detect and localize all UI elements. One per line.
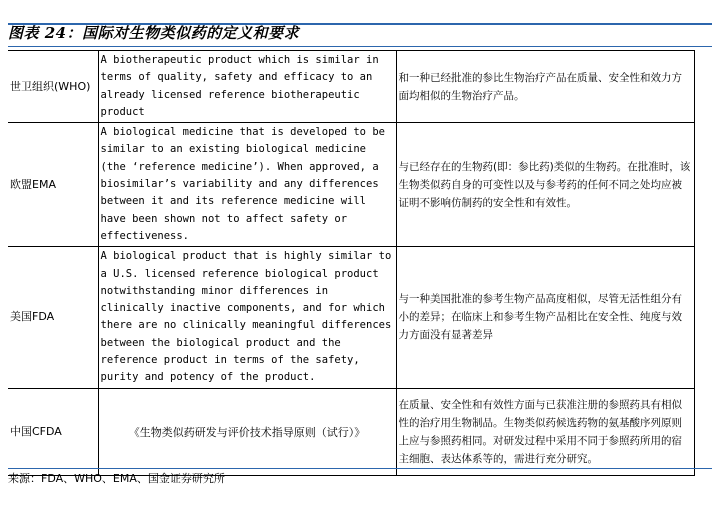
region-cell: 欧盟EMA <box>8 123 98 247</box>
english-definition-cell: A biotherapeutic product which is similar in terms of quality, safety and efficacy to an already licensed reference biotherapeutic product <box>98 51 396 123</box>
chinese-definition-cell: 与已经存在的生物药(即：参比药)类似的生物药。在批准时，该生物类似药自身的可变性以及与参考药的任何不同之处均应被证明不影响仿制药的安全性和有效性。 <box>396 123 694 247</box>
english-definition-cell: A biological medicine that is developed to be similar to an existing biological medicine (the ‘reference medicine’). When approved, a biosimilar’s variability and any differences between it and its reference medicine will have been shown not to affect safety or effectiveness. <box>98 123 396 247</box>
chinese-definition-cell: 在质量、安全性和有效性方面与已获准注册的参照药具有相似性的治疗用生物制品。生物类似药候选药物的氨基酸序列原则上应与参照药相同。对研发过程中采用不同于参照药所用的宿主细胞、表达体系等的，需进行充分研究。 <box>396 388 694 475</box>
bottom-rule <box>8 468 712 469</box>
definitions-table <box>8 50 695 476</box>
chinese-definition-cell: 和一种已经批准的参比生物治疗产品在质量、安全性和效力方面均相似的生物治疗产品。 <box>396 51 694 123</box>
region-cell: 中国CFDA <box>8 388 98 475</box>
table-row <box>8 123 694 247</box>
region-cell: 美国FDA <box>8 247 98 388</box>
guideline-title-cell: 《生物类似药研发与评价技术指导原则（试行）》 <box>98 388 396 475</box>
table-row <box>8 388 694 475</box>
chinese-definition-cell: 与一种美国批准的参考生物产品高度相似，尽管无活性组分有小的差异；在临床上和参考生物产品相比在安全性、纯度与效力方面没有显著差异 <box>396 247 694 388</box>
title-rule <box>8 46 712 47</box>
figure-title: 图表 24：国际对生物类似药的定义和要求 <box>8 24 300 42</box>
table-row <box>8 247 694 388</box>
region-cell: 世卫组织(WHO) <box>8 51 98 123</box>
english-definition-cell: A biological product that is highly similar to a U.S. licensed reference biological product notwithstanding minor differences in clinically inactive components, and for which there are no clinically meaningful differences between the biological product and the reference product in terms of the safety, purity and potency of the product. <box>98 247 396 388</box>
source-note: 来源：FDA、WHO、EMA、国金证券研究所 <box>8 472 225 485</box>
table-row <box>8 51 694 123</box>
